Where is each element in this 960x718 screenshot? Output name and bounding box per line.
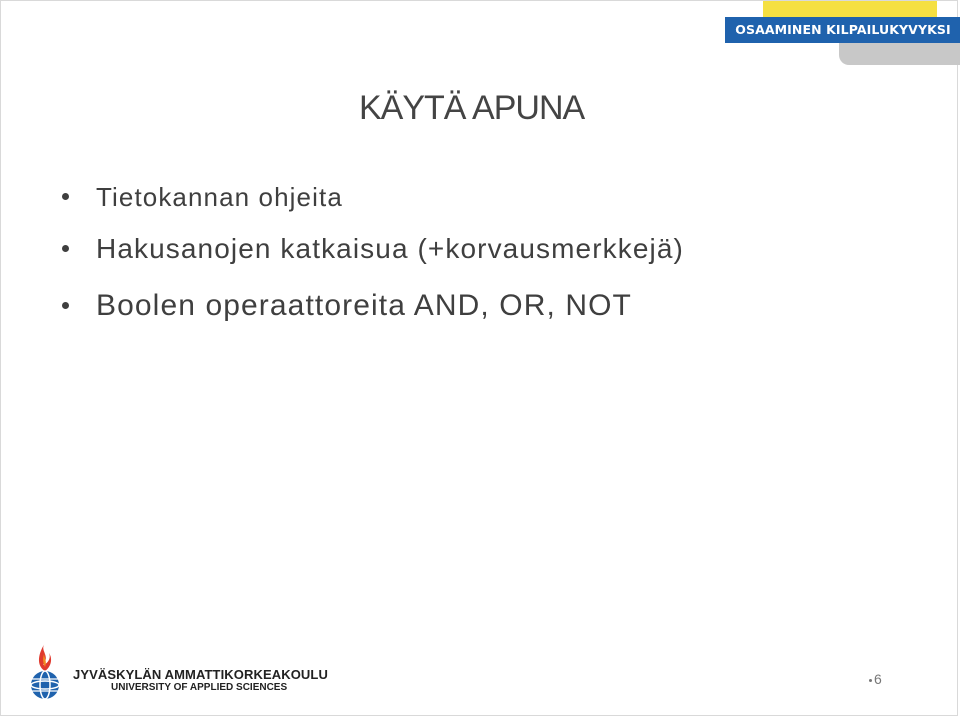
bullet-text: Boolen operaattoreita AND, OR, NOT <box>96 289 632 322</box>
list-item <box>59 177 684 223</box>
list-item <box>59 277 684 331</box>
page-number-dot <box>869 679 872 682</box>
jamk-logo-icon <box>21 641 69 701</box>
slide-title: KÄYTÄ APUNA <box>359 89 585 127</box>
bullet-list <box>59 177 684 331</box>
school-name: JYVÄSKYLÄN AMMATTIKORKEAKOULU <box>73 667 328 682</box>
bullet-text: Hakusanojen katkaisua (+korvausmerkkejä) <box>96 233 684 264</box>
bullet-icon <box>62 245 69 252</box>
page-number-value: 6 <box>874 671 882 687</box>
school-subtitle: UNIVERSITY OF APPLIED SCIENCES <box>111 682 288 693</box>
bullet-text: Tietokannan ohjeita <box>96 182 343 212</box>
list-item <box>59 223 684 277</box>
banner-label: OSAAMINEN KILPAILUKYVYKSI <box>725 17 960 43</box>
bullet-icon <box>62 302 69 309</box>
bullet-icon <box>62 193 69 200</box>
page-number <box>869 671 882 687</box>
